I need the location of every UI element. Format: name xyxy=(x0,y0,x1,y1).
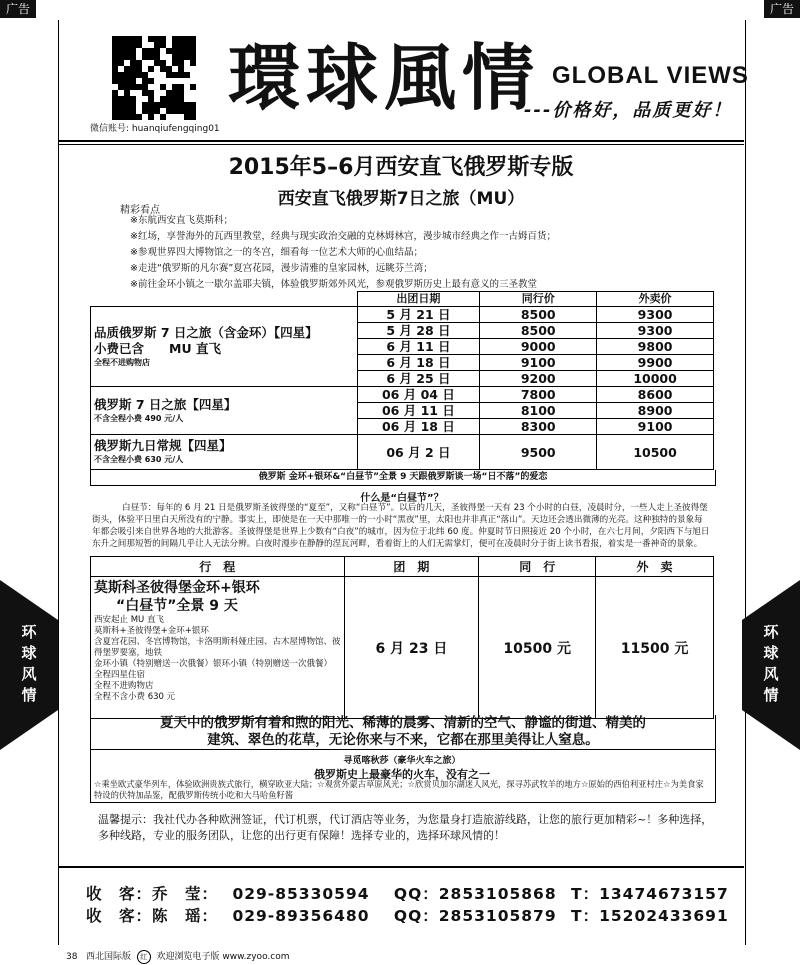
white-nights-banner: 俄罗斯 金环+银环&“白昼节”全景 9 天跟俄罗斯谈一场“日不落”的爱恋 xyxy=(90,470,716,486)
header-peer: 同 行 xyxy=(479,557,596,577)
peer-price-cell: 7800 xyxy=(480,387,597,403)
peer-price-cell: 8500 xyxy=(480,307,597,323)
contact-row xyxy=(86,904,729,926)
header-retail: 外 卖 xyxy=(596,557,714,577)
price-table-blank-header xyxy=(91,292,358,307)
highlights-title: 精彩看点 xyxy=(120,205,160,216)
edition-name: 西北国际版 xyxy=(86,952,132,962)
date-cell: 6 月 18 日 xyxy=(357,355,480,371)
summer-text-line: 建筑、翠色的花草，无论你来与不来，它都在那里美得让人窒息。 xyxy=(207,732,599,748)
highlight-item: ※东航西安直飞莫斯科； xyxy=(130,215,233,226)
peer-price-cell: 9200 xyxy=(480,371,597,387)
contact-label: 收 客： xyxy=(86,885,153,903)
highlight-item: ※红场，享誉海外的瓦西里教堂，经典与现实政治交融的克林姆林宫，漫步城市经典之作一古姆百货； xyxy=(130,231,556,242)
footer-website: 欢迎浏览电子版 www.zyoo.com xyxy=(156,952,290,962)
peer-price-cell: 8500 xyxy=(480,323,597,339)
header-date: 出团日期 xyxy=(357,292,480,307)
what-is-title: 什么是“白昼节”？ xyxy=(360,493,444,504)
contact-tel: T：15202433691 xyxy=(571,907,729,925)
retail-price-cell: 8900 xyxy=(597,403,714,419)
peer-price-cell: 9500 xyxy=(480,435,597,470)
route-retail-cell: 11500 元 xyxy=(596,577,714,719)
route-title-line: “白昼节”全景 9 天 xyxy=(116,598,238,614)
contact-qq: QQ：2853105879 xyxy=(393,907,557,925)
page-subtitle: 西安直飞俄罗斯7日之旅（MU） xyxy=(277,189,525,209)
contact-rule xyxy=(58,866,744,868)
wechat-account: 微信账号: huanqiufengqing01 xyxy=(90,124,220,134)
summer-text xyxy=(90,715,716,750)
ad-tag-right: 广告 xyxy=(764,0,800,18)
route-line: 全程不进购物店 xyxy=(94,681,154,691)
warm-tip: 温馨提示：我社代办各种欧洲签证，代订机票，代订酒店等业务，为您量身打造旅游线路，让您的旅行更加精彩~！多种选择，多种线路，专业的服务团队，让您的出行更有保障！选择专业的，选择环球风情的！ xyxy=(98,813,713,842)
page-number: 38 xyxy=(66,952,78,962)
route-peer-cell: 10500 元 xyxy=(479,577,596,719)
what-is-body: 白昼节：每年的 6 月 21 日是俄罗斯圣彼得堡的“夏至”，又称“白昼节”。以后的几天，圣彼得堡一天有 23 个小时的白昼，凌晨时分，一些人走上圣彼得堡街头，体验平日里白天所没有的宁静。事实上，即使是在一天中那唯一的一小时“黑夜”里，太阳也并非真正“落山”。天边还会透出微薄的光亮。这种独特的景象每年都会吸引来自世界各地的大批游客。圣彼得堡是世界上少数有“白夜”的城市，因为位于北纬 60 度。仲夏时节日照接近 20 个小时，在六七月间，夕阳西下与旭日东升之间那短暂的间隔几乎让人无法分辨。白夜时漫步在静静的涅瓦河畔，看着街上的人们无需掌灯，便可在凌晨时分于街上读书看报，着实是一番神奇的景象。 xyxy=(92,503,710,549)
route-detail-cell xyxy=(91,577,345,719)
package-note: 全程不进购物店 xyxy=(94,357,150,367)
peer-price-cell: 8300 xyxy=(480,419,597,435)
date-cell: 6 月 11 日 xyxy=(357,339,480,355)
package-cell xyxy=(91,387,358,435)
table-row xyxy=(91,577,714,719)
contact-phone: 029-89356480 xyxy=(232,907,370,925)
table-row xyxy=(91,307,714,323)
header-rule-thin xyxy=(58,144,744,145)
package-title-line: 小费已含 MU 直飞 xyxy=(94,340,221,356)
retail-price-cell: 9300 xyxy=(597,307,714,323)
package-cell xyxy=(91,307,358,387)
ad-tag-left: 广告 xyxy=(0,0,36,18)
peer-price-cell: 9100 xyxy=(480,355,597,371)
date-cell: 5 月 21 日 xyxy=(357,307,480,323)
global-views-text: GLOBAL VIEWS xyxy=(552,62,749,89)
date-cell: 06 月 04 日 xyxy=(357,387,480,403)
package-note: 不含全程小费 490 元/人 xyxy=(94,413,184,423)
retail-price-cell: 10500 xyxy=(597,435,714,470)
side-label-text: 环球风情 xyxy=(21,623,37,704)
contact-row xyxy=(86,882,729,904)
retail-price-cell: 8600 xyxy=(597,387,714,403)
rail-description: ☆乘坐欧式豪华列车，体验欧洲贵族式旅行，横穿欧亚大陆；☆观赏外蒙古草原风光；☆欣赏贝加尔湖迷人风光，探寻苏武牧羊的地方☆原始的西伯利亚村庄☆为美食家特设的伏特加品鉴，配俄罗斯传统小吃和大马哈鱼籽酱 xyxy=(94,779,704,800)
date-cell: 06 月 11 日 xyxy=(357,403,480,419)
contact-qq: QQ：2853105868 xyxy=(393,885,557,903)
qr-code-icon xyxy=(112,36,196,120)
package-title: 品质俄罗斯 7 日之旅（含金环）【四星】 xyxy=(94,324,318,340)
retail-price-cell: 10000 xyxy=(597,371,714,387)
package-title: 俄罗斯九日常规【四星】 xyxy=(94,438,232,453)
side-label-left xyxy=(0,622,58,706)
price-table xyxy=(90,291,714,470)
highlight-item: ※参观世界四大博物馆之一的冬宫，细看每一位艺术大师的心血结晶； xyxy=(130,247,423,258)
edition-badge-icon: 红 xyxy=(137,950,151,964)
side-label-text: 环球风情 xyxy=(763,623,779,704)
route-date-cell: 6 月 23 日 xyxy=(344,577,479,719)
highlight-item: ※走进“俄罗斯的凡尔赛”夏宫花园，漫步清雅的皇家园林，远眺芬兰湾； xyxy=(130,263,433,274)
contact-phone: 029-85330594 xyxy=(232,885,370,903)
retail-price-cell: 9100 xyxy=(597,419,714,435)
footer xyxy=(66,949,290,964)
contact-name: 乔 莹： xyxy=(152,885,219,903)
contact-tel: T：13474673157 xyxy=(571,885,729,903)
header-route: 行 程 xyxy=(91,557,345,577)
rail-title: 寻觅喀秋莎（豪华火车之旅） xyxy=(343,756,461,766)
highlight-item: ※前往金环小镇之一歇尔盖耶夫镇，体验俄罗斯郊外风光，参观俄罗斯历史上最有意义的三圣教堂 xyxy=(130,279,537,290)
route-line: 金环小镇（特别赠送一次俄餐）银环小镇（特别赠送一次俄餐） xyxy=(94,659,333,669)
date-cell: 06 月 2 日 xyxy=(357,435,480,470)
retail-price-cell: 9900 xyxy=(597,355,714,371)
package-title: 俄罗斯 7 日之旅【四星】 xyxy=(94,396,237,412)
header-peer-price: 同行价 xyxy=(480,292,597,307)
route-line: 西安起止 MU 直飞 xyxy=(94,615,164,625)
header-group-date: 团 期 xyxy=(344,557,479,577)
peer-price-cell: 9000 xyxy=(480,339,597,355)
contact-name: 陈 瑶： xyxy=(152,907,219,925)
retail-price-cell: 9800 xyxy=(597,339,714,355)
page-title: 2015年5–6月西安直飞俄罗斯专版 xyxy=(228,155,574,180)
table-row xyxy=(91,387,714,403)
date-cell: 6 月 25 日 xyxy=(357,371,480,387)
route-title: 莫斯科圣彼得堡金环+银环 xyxy=(94,580,260,596)
peer-price-cell: 8100 xyxy=(480,403,597,419)
route-line: 全程四星住宿 xyxy=(94,670,146,680)
package-cell xyxy=(91,435,358,470)
header-rule xyxy=(58,140,744,142)
route-line: 全程不含小费 630 元 xyxy=(94,692,176,702)
side-label-right xyxy=(742,622,800,706)
brand-logo-text: 環球風情 xyxy=(228,35,541,120)
package-note: 不含全程小费 630 元/人 xyxy=(94,455,184,464)
summer-text-line: 夏天中的俄罗斯有着和煦的阳光、稀薄的晨雾、清新的空气、静谧的街道、精美的 xyxy=(160,715,646,731)
route-line: 含夏宫花园、冬宫博物馆，卡洛明斯科娅庄园、古木屋博物馆、彼得堡罗要塞，地铁 xyxy=(94,637,341,658)
route-table xyxy=(90,556,714,719)
date-cell: 5 月 28 日 xyxy=(357,323,480,339)
retail-price-cell: 9300 xyxy=(597,323,714,339)
rail-subtitle: 俄罗斯史上最豪华的火车，没有之一 xyxy=(314,768,490,781)
route-line: 莫斯科+圣彼得堡+金环+银环 xyxy=(94,626,209,636)
contact-label: 收 客： xyxy=(86,907,153,925)
header-retail-price: 外卖价 xyxy=(597,292,714,307)
date-cell: 06 月 18 日 xyxy=(357,419,480,435)
slogan: ---价格好，品质更好！ xyxy=(524,100,733,121)
top-bar xyxy=(0,0,800,20)
table-row xyxy=(91,435,714,470)
